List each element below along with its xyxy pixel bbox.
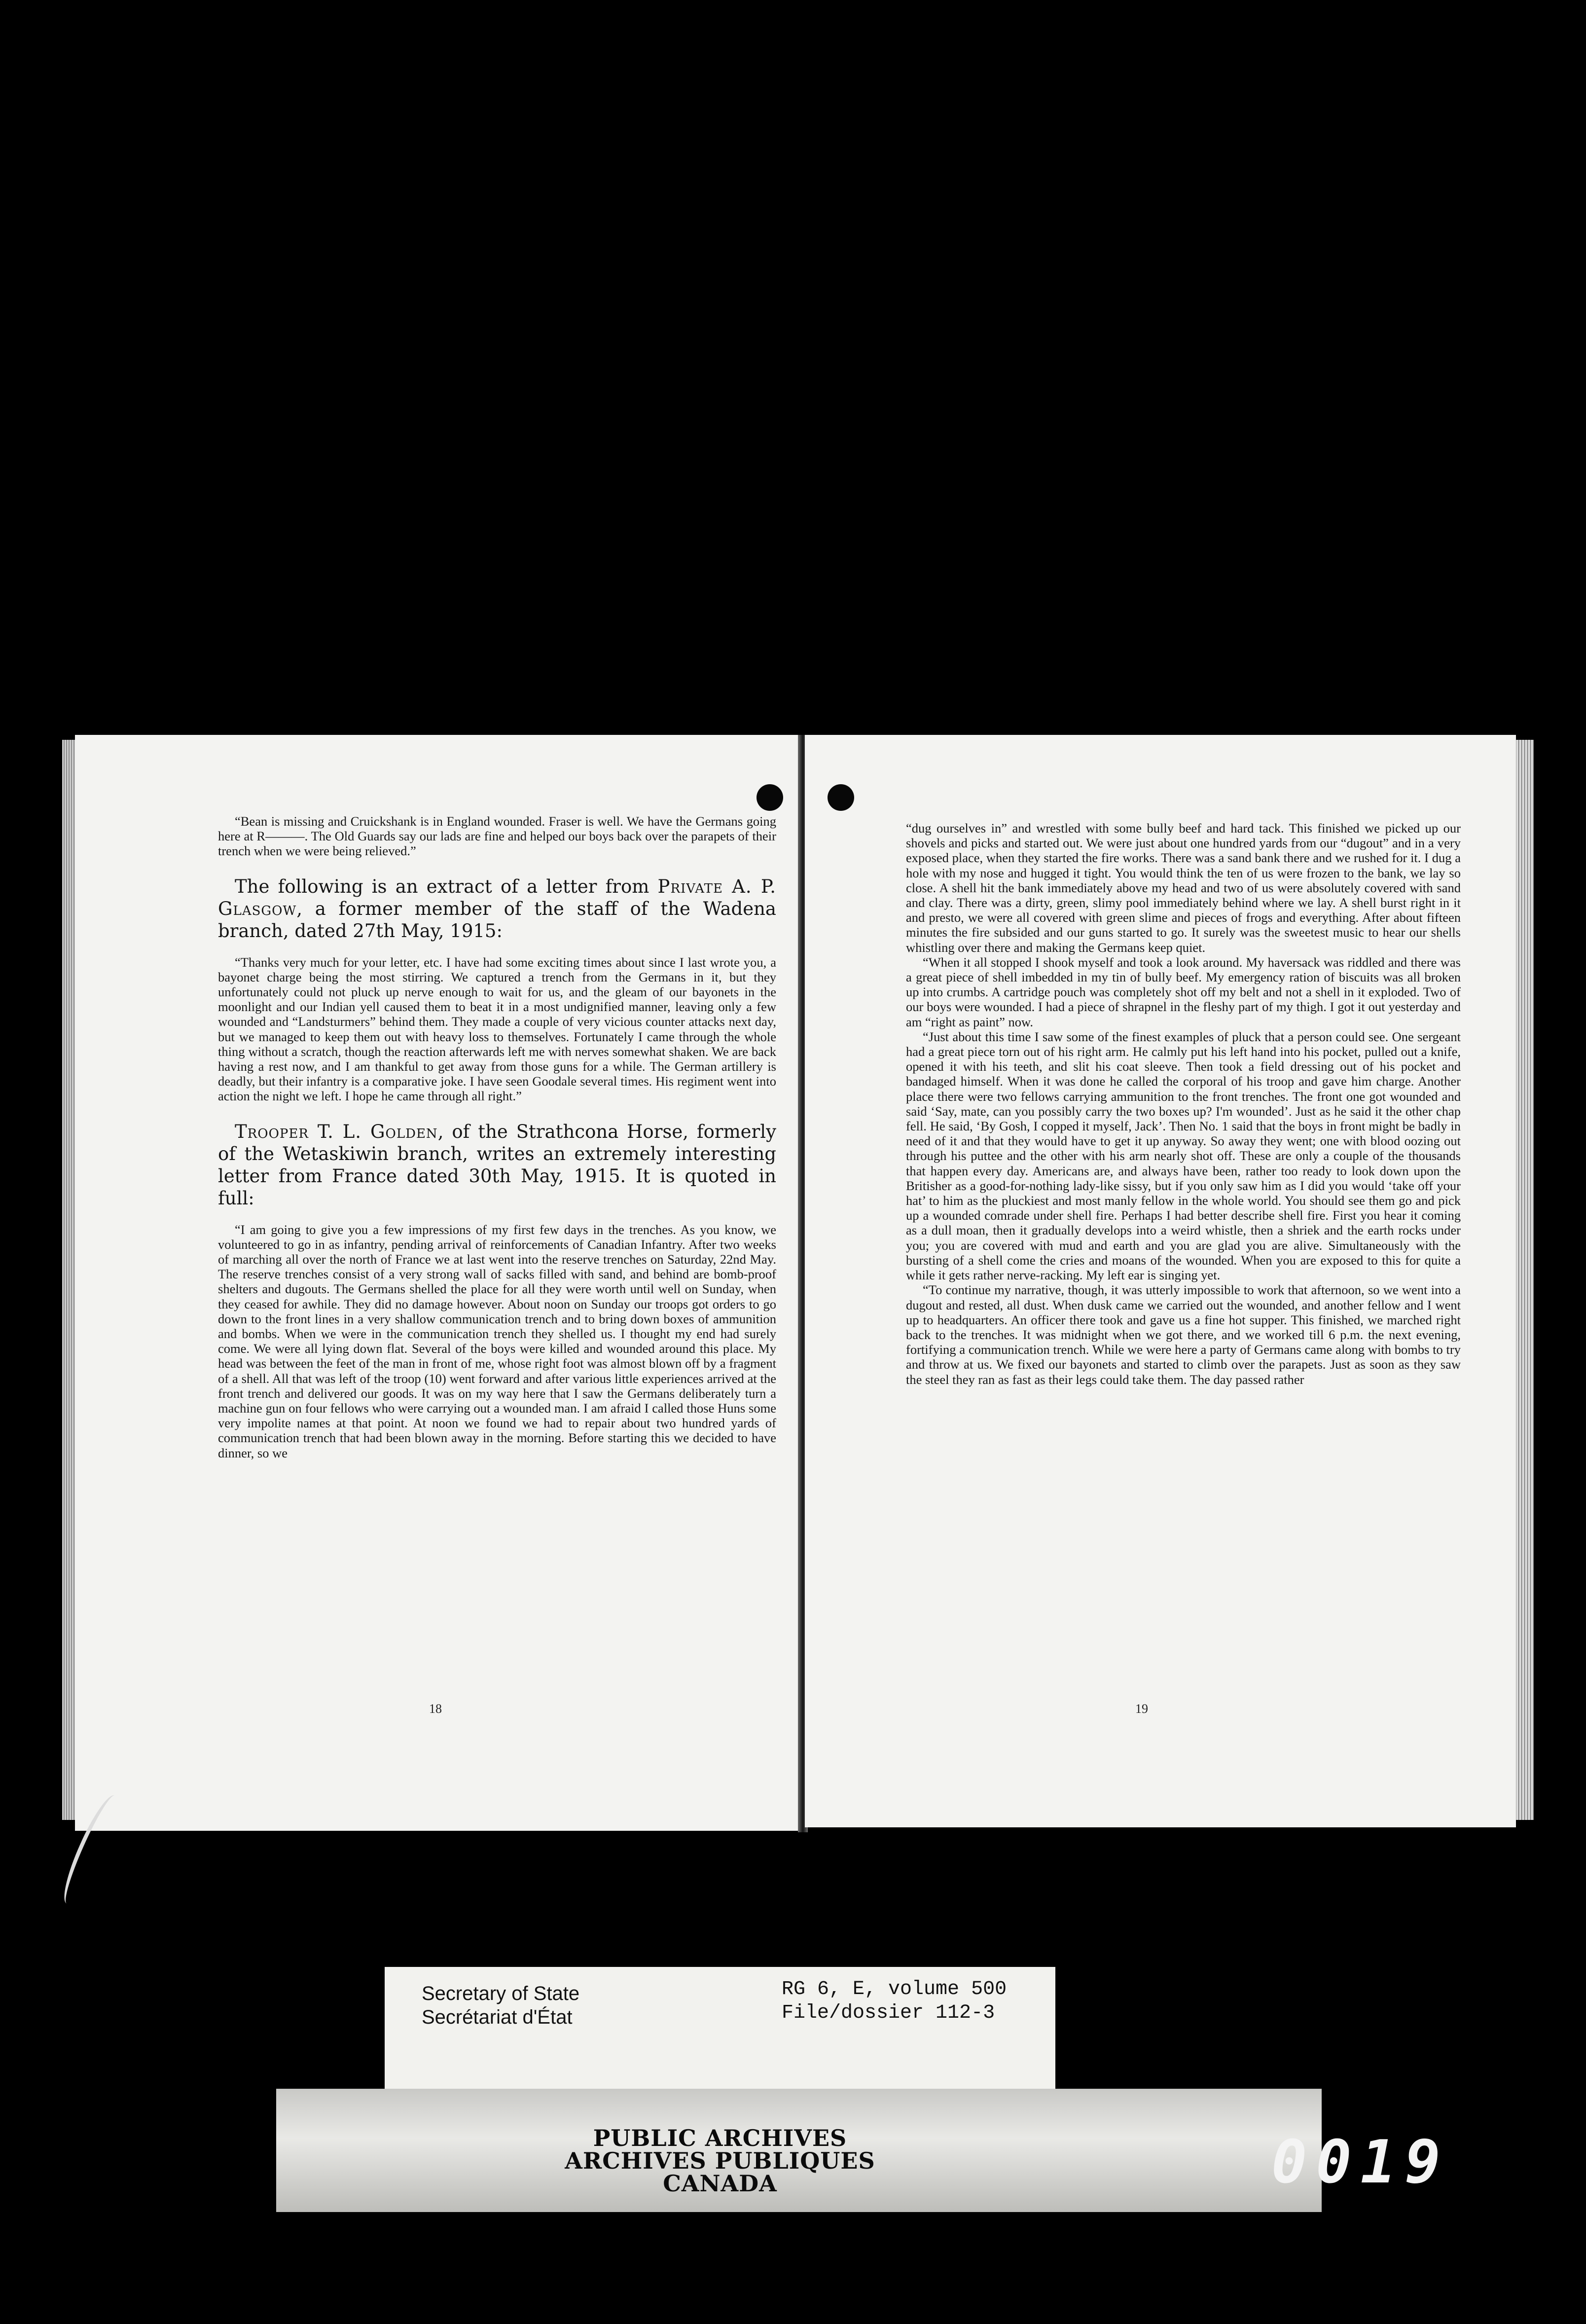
heading-text: , of the Strathcona Horse, formerly of the Wetaskiwin branch, writes an extremely interesting letter from France dated 30th May, 1915. It is quoted in full: [218,1121,776,1209]
quote-paragraph: “Thanks very much for your letter, etc. I have had some exciting times about since I last wrote you, a bayonet charge being the most stirring. We captured a trench from the Germans in it, but they unfortunately could not pluck up nerve enough to wait for us, and the gleam of our bayonets in the moonlight and our Indian yell caused them to beat it in a most undignified manner, leaving only a few wounded and “Landsturmers” behind them. They made a couple of very vicious counter attacks next day, but we managed to keep them out with heavy loss to themselves. Fortunately I came through the whole thing without a scratch, though the reaction afterwards left me with nerves somewhat shaken. We are back having a rest now, and I am thankful to get away from those guns for a while. The German artillery is deadly, but their infantry is a comparative joke. I have seen Goodale several times. His regiment went into action the night we left. I hope he came through all right.” [218,954,776,1104]
stamp-line: PUBLIC ARCHIVES [593,2125,847,2151]
heading-text: , a former member of the staff of the Wadena branch, dated 27th May, 1915: [218,898,776,942]
label-line: Secretary of State [422,1983,580,2004]
punch-hole [757,784,783,811]
quote-paragraph: “To continue my narrative, though, it was utterly impossible to work that afternoon, so we went into a dugout and rested, all dust. When dusk came we carried out the wounded, and another fellow and I went up to headquarters. An officer there took and gave us a fine hot supper. This finished, we marched right back to the trenches. It was midnight when we got there, and we worked till 6 p.m. the next evening, fortifying a communication trench. While we were here a party of Germans came along with bombs to try and throw at us. We fixed our bayonets and started to climb over the parapets. Just as soon as they saw the steel they ran as fast as their legs could take them. The day passed rather [906,1282,1461,1387]
archives-stamp [533,2127,907,2195]
heading-text: The following is an extract of a letter from [235,875,658,897]
quote-paragraph: “When it all stopped I shook myself and took a look around. My haversack was riddled and there was a great piece of shell imbedded in my tin of bully beef. My emergency ration of biscuits was all broken up into crumbs. A cartridge pouch was completely shot off my belt and not a shell in it exploded. Two of our boys were wounded. I had a piece of shrapnel in the fleshy part of my thigh. I got it out yesterday and am “right as paint” now. [906,954,1461,1029]
left-page [75,735,800,1831]
heading-name: Trooper T. L. Golden [235,1121,438,1142]
stamp-line: CANADA [663,2170,777,2197]
heading-name: Private A. P. Glasgow [218,875,776,919]
frame-number: 0019 [1271,2128,1449,2197]
label-department [422,1982,579,2029]
left-page-text [218,814,776,1460]
quote-paragraph: “dug ourselves in” and wrestled with some bully beef and hard tack. This finished we picked up our shovels and picks and started out. We were just about one hundred yards from our “dugout” and in a very exposed place, when they started the fire works. There was a sand bank there and we rushed for it. I dug a hole with my nose and hugged it tight. You would think the ten of us were frozen to the bank, we lay so close. A shell hit the bank immediately above my head and two of us were absolutely covered with sand and clay. There was a dirty, green, slimy pool immediately behind where we lay. A shell burst right in it and presto, we were all covered with green slime and pieces of frogs and everything. After about fifteen minutes the fire subsided and our guns started to go. It surely was the sweetest music to hear our shells whistling over there and making the Germans keep quiet. [906,821,1461,955]
label-line: RG 6, E, volume 500 [782,1978,1007,2000]
stamp-line: ARCHIVES PUBLIQUES [565,2147,875,2174]
quote-paragraph: “I am going to give you a few impressions of my first few days in the trenches. As you know, we volunteered to go in as infantry, pending arrival of reinforcements of Canadian Infantry. After two weeks of marching all over the north of France we at last went into the reserve trenches on Saturday, 22nd May. The reserve trenches consist of a very strong wall of sacks filled with sand, and behind are bomb-proof shelters and dugouts. The Germans shelled the place for all they were worth until well on Sunday, when they ceased for awhile. They did no damage however. About noon on Sunday our troops got orders to go down to the front lines in a very shallow communication trench and to bring down boxes of ammunition and bombs. When we were in the communication trench they shelled us. I thought my end had surely come. We were all lying down flat. Several of the boys were killed and wounded around this place. My head was between the feet of the man in front of me, whose right foot was almost blown off by a fragment of a shell. All that was left of the troop (10) went forward and after various little experiences arrived at the front trench and delivered our goods. It was on my way here that I saw the Germans deliberately turn a machine gun on four fellows who were carrying out a wounded man. I am afraid I called those Huns some very impolite names at that point. At noon we found we had to repair about two hundred yards of communication trench that had been blown away in the morning. Before starting this we decided to have dinner, so we [218,1222,776,1460]
quote-paragraph: “Bean is missing and Cruickshank is in England wounded. Fraser is well. We have the Germans going here at R———. The Old Guards say our lads are fine and helped our boys back over the parapets of their trench when we were being relieved.” [218,814,776,859]
page-number: 19 [1135,1702,1148,1716]
right-page-text [906,821,1461,1387]
label-line: Secrétariat d'État [422,2006,573,2028]
label-line: File/dossier 112-3 [782,2002,995,2024]
page-number: 18 [429,1702,442,1716]
right-page [805,735,1516,1827]
page-edges-left [62,740,76,1820]
section-heading-glasgow [218,875,776,942]
section-heading-golden [218,1121,776,1209]
punch-hole [828,784,854,811]
label-reference [782,1978,1007,2025]
quote-paragraph: “Just about this time I saw some of the finest examples of pluck that a person could see. One sergeant had a great piece torn out of his right arm. He calmly put his left hand into his pocket, pulled out a knife, opened it with his teeth, and slit his coat sleeve. Then took a field dressing out of his pocket and bandaged himself. When it was done he called the corporal of his troop and gave him charge. Another place there were two fellows carrying ammunition to the front trenches. The front one got wounded and said ‘Say, mate, can you possibly carry the two boxes up? I'm wounded’. Just as he said it the other chap fell. He said, ‘By Gosh, I copped it myself, Jack’. Then No. 1 said that the boys in front might be badly in need of it and that they would have to get it up anyway. So away they went; one with blood oozing out through his puttee and the other with his arm nearly shot off. These are only a couple of the thousands that happen every day. Americans are, and always have been, rather too ready to look down upon the Britisher as a good-for-nothing lady-like sissy, but if you only saw him as I did you would ‘take off your hat’ to him as the pluckiest and most manly fellow in the whole world. You should see them go and pick up a wounded comrade under shell fire. Perhaps I had better describe shell fire. First you hear it coming as a dull moan, then it gradually develops into a weird whistle, then a shriek and the earth rocks under you; you are covered with mud and earth and you are glad you are alive. Simultaneously with the bursting of a shell come the cries and moans of the wounded. When you are exposed to this for quite a while it gets rather nerve-racking. My left ear is singing yet. [906,1029,1461,1283]
archive-label [385,1967,1055,2100]
